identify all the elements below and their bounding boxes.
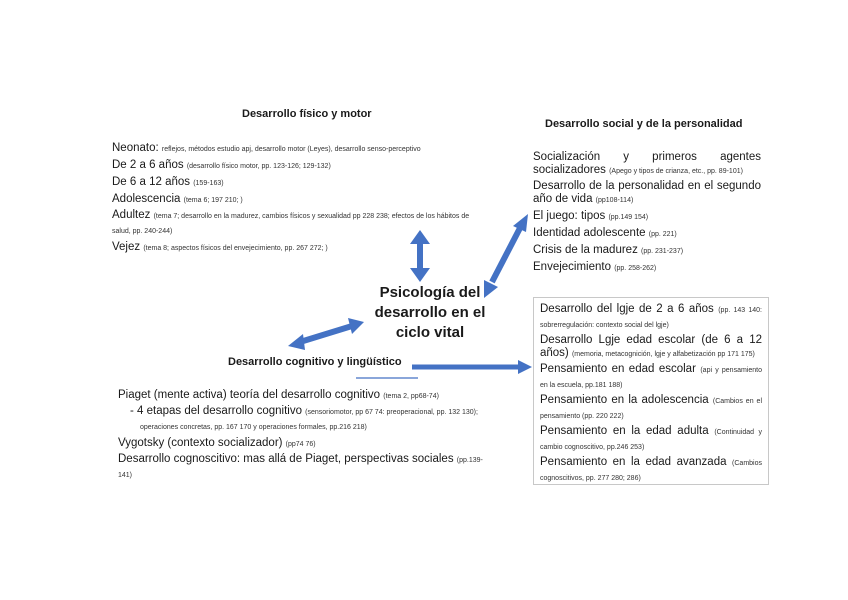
cognitivo-item-etapas: - 4 etapas del desarrollo cognitivo (sensoriomotor, pp 67 74: preoperacional, pp. 132 130); operaciones concretas, pp. 167 170 y operaciones formales, pp.216 218)	[130, 405, 478, 431]
lenguaje-item-2-6: Desarrollo del lgje de 2 a 6 años (pp. 143 140: sobrerregulación: contexto social del lgje)	[540, 303, 762, 329]
central-topic-line1: Psicología del	[379, 284, 481, 301]
central-topic-line2: desarrollo en el	[374, 304, 486, 321]
lenguaje-item-pensamiento-escolar: Pensamiento en edad escolar (api y pensamiento en la escuela, pp.181 188)	[540, 363, 762, 389]
fisico-title: Desarrollo físico y motor	[242, 108, 372, 120]
lenguaje-box	[533, 297, 769, 485]
fisico-item-neonato: Neonato: reflejos, métodos estudio apj, desarrollo motor (Leyes), desarrollo senso-perceptivo	[112, 142, 421, 154]
arrow-cognitivo	[288, 318, 364, 350]
central-topic-line3: ciclo vital	[395, 324, 465, 341]
lenguaje-item-avanzada: Pensamiento en la edad avanzada (Cambios cognoscitivos, pp. 277 280; 286)	[540, 456, 762, 482]
arrow-social	[484, 214, 528, 298]
fisico-item-6-12: De 6 a 12 años (159-163)	[112, 176, 224, 188]
social-item-juego: El juego: tipos (pp.149 154)	[533, 210, 649, 222]
social-title: Desarrollo social y de la personalidad	[545, 118, 743, 130]
central-topic	[370, 283, 490, 343]
fisico-item-2-6: De 2 a 6 años (desarrollo físico motor, pp. 123-126; 129-132)	[112, 159, 331, 171]
cognitivo-item-vygotsky: Vygotsky (contexto socializador) (pp74 76)	[118, 437, 316, 449]
fisico-block	[112, 141, 487, 256]
fisico-item-vejez: Vejez (tema 8; aspectos físicos del envejecimiento, pp. 267 272; )	[112, 241, 328, 253]
lenguaje-item-adulta: Pensamiento en la edad adulta (Continuidad y cambio cognoscitivo, pp.246 253)	[540, 425, 762, 451]
fisico-item-adolescencia: Adolescencia (tema 6; 197 210; )	[112, 193, 243, 205]
lenguaje-item-adolescencia: Pensamiento en la adolescencia (Cambios en el pensamiento (pp. 220 222)	[540, 394, 762, 420]
social-item-envejecimiento: Envejecimiento (pp. 258-262)	[533, 261, 657, 273]
arrow-lenguaje	[412, 360, 532, 374]
cognitivo-item-piaget: Piaget (mente activa) teoría del desarrollo cognitivo (tema 2, pp68-74)	[118, 389, 439, 401]
social-block	[533, 150, 761, 276]
fisico-item-adultez: Adultez (tema 7; desarrollo en la madurez, cambios físicos y sexualidad pp 228 238; efectos de los hábitos de salud, pp. 240-244)	[112, 209, 470, 235]
cognitivo-title: Desarrollo cognitivo y lingüístico	[228, 356, 402, 368]
cognitivo-block	[118, 387, 490, 483]
social-item-socializacion: Socialización y primeros agentes socializadores (Apego y tipos de crianza, etc., pp. 89-101)	[533, 151, 761, 176]
lenguaje-item-escolar: Desarrollo Lgje edad escolar (de 6 a 12 años) (memoria, metacognición, lgje y alfabetización pp 171 175)	[540, 334, 762, 359]
social-item-crisis: Crisis de la madurez (pp. 231-237)	[533, 244, 684, 256]
cognitivo-item-cognoscitivo: Desarrollo cognoscitivo: mas allá de Piaget, perspectivas sociales (pp.139-141)	[118, 453, 483, 479]
social-item-identidad: Identidad adolescente (pp. 221)	[533, 227, 677, 239]
social-item-personalidad: Desarrollo de la personalidad en el segundo año de vida (pp108-114)	[533, 180, 761, 205]
